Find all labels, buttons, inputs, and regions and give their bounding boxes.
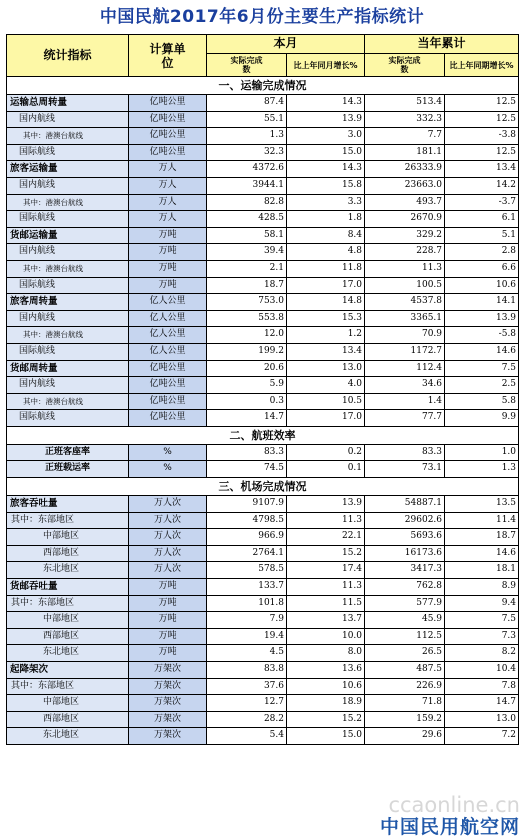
month-actual-cell: 966.9: [207, 529, 287, 546]
month-actual-cell: 20.6: [207, 360, 287, 377]
ytd-actual-cell: 100.5: [365, 277, 445, 294]
row-label: 其中：港澳台航线: [7, 327, 129, 344]
row-unit: 万人: [129, 194, 207, 211]
month-actual-cell: 4372.6: [207, 161, 287, 178]
section-title: 一、运输完成情况: [7, 77, 519, 95]
section-header: [7, 426, 519, 444]
ytd-actual-cell: 112.5: [365, 628, 445, 645]
table-row: [7, 377, 519, 394]
month-yoy-cell: 15.0: [287, 144, 365, 161]
ytd-yoy-cell: 14.6: [445, 545, 519, 562]
month-yoy-cell: 0.1: [287, 461, 365, 478]
month-yoy-cell: 14.3: [287, 95, 365, 112]
ytd-yoy-cell: 18.7: [445, 529, 519, 546]
table-row: [7, 529, 519, 546]
row-unit: 亿人公里: [129, 343, 207, 360]
ytd-actual-cell: 26333.9: [365, 161, 445, 178]
ytd-yoy-cell: 7.5: [445, 612, 519, 629]
watermark: [380, 794, 520, 838]
month-actual-cell: 32.3: [207, 144, 287, 161]
month-actual-cell: 578.5: [207, 562, 287, 579]
ytd-actual-cell: 23663.0: [365, 177, 445, 194]
row-label: 国际航线: [7, 410, 129, 427]
header-ytd: 当年累计: [365, 35, 519, 54]
row-label: 中部地区: [7, 695, 129, 712]
table-row: [7, 628, 519, 645]
month-yoy-cell: 10.6: [287, 678, 365, 695]
ytd-actual-cell: 29.6: [365, 728, 445, 745]
row-label: 其中：港澳台航线: [7, 128, 129, 145]
row-unit: 万人: [129, 211, 207, 228]
table-row: [7, 711, 519, 728]
table-row: [7, 327, 519, 344]
month-yoy-cell: 10.5: [287, 393, 365, 410]
ytd-actual-cell: 181.1: [365, 144, 445, 161]
ytd-yoy-cell: 14.1: [445, 294, 519, 311]
row-unit: 万吨: [129, 595, 207, 612]
ytd-actual-cell: 83.3: [365, 444, 445, 461]
table-row: [7, 260, 519, 277]
ytd-yoy-cell: 12.5: [445, 144, 519, 161]
table-row: [7, 393, 519, 410]
row-unit: 万吨: [129, 628, 207, 645]
ytd-yoy-cell: 2.5: [445, 377, 519, 394]
section-title: 三、机场完成情况: [7, 478, 519, 496]
row-unit: 万吨: [129, 612, 207, 629]
row-unit: %: [129, 444, 207, 461]
row-unit: 万吨: [129, 244, 207, 261]
month-yoy-cell: 15.3: [287, 310, 365, 327]
month-actual-cell: 199.2: [207, 343, 287, 360]
ytd-actual-cell: 5693.6: [365, 529, 445, 546]
month-actual-cell: 83.8: [207, 662, 287, 679]
month-yoy-cell: 8.4: [287, 227, 365, 244]
ytd-actual-cell: 159.2: [365, 711, 445, 728]
row-unit: 亿吨公里: [129, 95, 207, 112]
ytd-actual-cell: 513.4: [365, 95, 445, 112]
row-unit: 亿吨公里: [129, 360, 207, 377]
month-yoy-cell: 13.6: [287, 662, 365, 679]
month-actual-cell: 101.8: [207, 595, 287, 612]
ytd-yoy-cell: 7.2: [445, 728, 519, 745]
month-yoy-cell: 15.0: [287, 728, 365, 745]
ytd-yoy-cell: 7.8: [445, 678, 519, 695]
month-actual-cell: 133.7: [207, 579, 287, 596]
month-actual-cell: 5.9: [207, 377, 287, 394]
table-row: [7, 177, 519, 194]
section-header: [7, 478, 519, 496]
month-actual-cell: 55.1: [207, 111, 287, 128]
table-body: [7, 77, 519, 745]
row-unit: 万吨: [129, 645, 207, 662]
ytd-actual-cell: 226.9: [365, 678, 445, 695]
row-unit: 万人: [129, 177, 207, 194]
row-label: 货邮周转量: [7, 360, 129, 377]
row-label: 国际航线: [7, 211, 129, 228]
watermark-domain: ccaonline.cn: [388, 793, 520, 817]
row-label: 西部地区: [7, 628, 129, 645]
ytd-yoy-cell: 5.1: [445, 227, 519, 244]
ytd-actual-cell: 762.8: [365, 579, 445, 596]
table-row: [7, 294, 519, 311]
row-label: 国际航线: [7, 144, 129, 161]
month-yoy-cell: 11.3: [287, 512, 365, 529]
ytd-yoy-cell: 9.9: [445, 410, 519, 427]
ytd-actual-cell: 7.7: [365, 128, 445, 145]
row-label: 其中：东部地区: [7, 512, 129, 529]
ytd-actual-cell: 1172.7: [365, 343, 445, 360]
table-row: [7, 562, 519, 579]
table-row: [7, 579, 519, 596]
ytd-yoy-cell: 1.3: [445, 461, 519, 478]
month-yoy-cell: 1.2: [287, 327, 365, 344]
ytd-yoy-cell: 7.3: [445, 628, 519, 645]
table-row: [7, 678, 519, 695]
month-yoy-cell: 15.8: [287, 177, 365, 194]
month-yoy-cell: 17.4: [287, 562, 365, 579]
month-actual-cell: 83.3: [207, 444, 287, 461]
table-row: [7, 662, 519, 679]
statistics-table: [6, 34, 519, 745]
ytd-actual-cell: 332.3: [365, 111, 445, 128]
ytd-yoy-cell: -3.8: [445, 128, 519, 145]
month-actual-cell: 74.5: [207, 461, 287, 478]
ytd-yoy-cell: -5.8: [445, 327, 519, 344]
row-label: 正班客座率: [7, 444, 129, 461]
month-yoy-cell: 18.9: [287, 695, 365, 712]
ytd-actual-cell: 3417.3: [365, 562, 445, 579]
row-label: 国内航线: [7, 377, 129, 394]
row-unit: %: [129, 461, 207, 478]
row-unit: 万吨: [129, 579, 207, 596]
row-unit: 亿吨公里: [129, 410, 207, 427]
month-actual-cell: 87.4: [207, 95, 287, 112]
month-actual-cell: 12.7: [207, 695, 287, 712]
ytd-yoy-cell: 6.6: [445, 260, 519, 277]
table-row: [7, 645, 519, 662]
row-unit: 万人次: [129, 512, 207, 529]
table-row: [7, 161, 519, 178]
row-label: 旅客运输量: [7, 161, 129, 178]
section-header: [7, 77, 519, 95]
ytd-actual-cell: 329.2: [365, 227, 445, 244]
month-yoy-cell: 13.4: [287, 343, 365, 360]
month-actual-cell: 2764.1: [207, 545, 287, 562]
ytd-actual-cell: 228.7: [365, 244, 445, 261]
row-label: 旅客周转量: [7, 294, 129, 311]
month-actual-cell: 37.6: [207, 678, 287, 695]
month-actual-cell: 4.5: [207, 645, 287, 662]
row-unit: 万吨: [129, 260, 207, 277]
table-row: [7, 512, 519, 529]
row-label: 东北地区: [7, 645, 129, 662]
month-yoy-cell: 15.2: [287, 545, 365, 562]
row-label: 正班载运率: [7, 461, 129, 478]
row-unit: 万人次: [129, 545, 207, 562]
month-actual-cell: 1.3: [207, 128, 287, 145]
month-yoy-cell: 13.9: [287, 496, 365, 513]
ytd-actual-cell: 493.7: [365, 194, 445, 211]
row-unit: 万人次: [129, 496, 207, 513]
table-row: [7, 728, 519, 745]
ytd-yoy-cell: 7.5: [445, 360, 519, 377]
row-unit: 万人次: [129, 562, 207, 579]
ytd-actual-cell: 45.9: [365, 612, 445, 629]
header-indicator: 统计指标: [7, 35, 129, 77]
month-yoy-cell: 0.2: [287, 444, 365, 461]
ytd-yoy-cell: 14.2: [445, 177, 519, 194]
table-row: [7, 227, 519, 244]
row-unit: 万架次: [129, 728, 207, 745]
row-label: 国内航线: [7, 177, 129, 194]
month-yoy-cell: 3.0: [287, 128, 365, 145]
ytd-yoy-cell: 6.1: [445, 211, 519, 228]
month-yoy-cell: 22.1: [287, 529, 365, 546]
row-label: 国内航线: [7, 310, 129, 327]
table-row: [7, 111, 519, 128]
row-unit: 亿吨公里: [129, 377, 207, 394]
ytd-yoy-cell: 13.4: [445, 161, 519, 178]
ytd-actual-cell: 2670.9: [365, 211, 445, 228]
row-unit: 万架次: [129, 662, 207, 679]
row-unit: 万人次: [129, 529, 207, 546]
month-actual-cell: 39.4: [207, 244, 287, 261]
table-row: [7, 211, 519, 228]
row-unit: 亿人公里: [129, 327, 207, 344]
month-actual-cell: 82.8: [207, 194, 287, 211]
month-actual-cell: 12.0: [207, 327, 287, 344]
month-yoy-cell: 17.0: [287, 277, 365, 294]
table-row: [7, 410, 519, 427]
table-row: [7, 444, 519, 461]
section-title: 二、航班效率: [7, 426, 519, 444]
table-row: [7, 545, 519, 562]
ytd-yoy-cell: 18.1: [445, 562, 519, 579]
ytd-actual-cell: 16173.6: [365, 545, 445, 562]
month-yoy-cell: 15.2: [287, 711, 365, 728]
ytd-actual-cell: 1.4: [365, 393, 445, 410]
ytd-yoy-cell: 13.0: [445, 711, 519, 728]
ytd-actual-cell: 11.3: [365, 260, 445, 277]
month-actual-cell: 58.1: [207, 227, 287, 244]
header-month: 本月: [207, 35, 365, 54]
month-actual-cell: 3944.1: [207, 177, 287, 194]
row-label: 中部地区: [7, 529, 129, 546]
month-yoy-cell: 14.8: [287, 294, 365, 311]
table-row: [7, 360, 519, 377]
month-actual-cell: 4798.5: [207, 512, 287, 529]
ytd-actual-cell: 77.7: [365, 410, 445, 427]
page-title: 中国民航2017年6月份主要生产指标统计: [99, 7, 425, 27]
row-unit: 亿人公里: [129, 310, 207, 327]
month-actual-cell: 9107.9: [207, 496, 287, 513]
month-actual-cell: 0.3: [207, 393, 287, 410]
row-unit: 亿吨公里: [129, 393, 207, 410]
ytd-actual-cell: 3365.1: [365, 310, 445, 327]
row-label: 西部地区: [7, 545, 129, 562]
ytd-yoy-cell: 10.6: [445, 277, 519, 294]
month-actual-cell: 428.5: [207, 211, 287, 228]
month-yoy-cell: 13.9: [287, 111, 365, 128]
row-label: 旅客吞吐量: [7, 496, 129, 513]
table-row: [7, 496, 519, 513]
month-actual-cell: 19.4: [207, 628, 287, 645]
row-label: 运输总周转量: [7, 95, 129, 112]
table-row: [7, 95, 519, 112]
ytd-yoy-cell: 14.7: [445, 695, 519, 712]
ytd-actual-cell: 26.5: [365, 645, 445, 662]
month-yoy-cell: 11.3: [287, 579, 365, 596]
ytd-actual-cell: 487.5: [365, 662, 445, 679]
table-row: [7, 144, 519, 161]
ytd-actual-cell: 112.4: [365, 360, 445, 377]
header-ytd-yoy: 比上年同期增长%: [445, 54, 519, 77]
month-yoy-cell: 17.0: [287, 410, 365, 427]
table-row: [7, 194, 519, 211]
header-ytd-actual: 实际完成数: [365, 54, 445, 77]
table-row: [7, 695, 519, 712]
row-unit: 万吨: [129, 227, 207, 244]
row-unit: 万吨: [129, 277, 207, 294]
row-unit: 万架次: [129, 711, 207, 728]
row-label: 其中：港澳台航线: [7, 393, 129, 410]
ytd-actual-cell: 73.1: [365, 461, 445, 478]
ytd-actual-cell: 71.8: [365, 695, 445, 712]
month-actual-cell: 553.8: [207, 310, 287, 327]
ytd-yoy-cell: 5.8: [445, 393, 519, 410]
row-label: 其中：东部地区: [7, 678, 129, 695]
ytd-yoy-cell: 13.5: [445, 496, 519, 513]
row-label: 其中：港澳台航线: [7, 194, 129, 211]
ytd-actual-cell: 4537.8: [365, 294, 445, 311]
row-unit: 亿吨公里: [129, 128, 207, 145]
row-label: 其中：东部地区: [7, 595, 129, 612]
row-unit: 万人: [129, 161, 207, 178]
table-row: [7, 595, 519, 612]
row-label: 中部地区: [7, 612, 129, 629]
table-row: [7, 461, 519, 478]
header-unit: 计算单位: [129, 35, 207, 77]
row-label: 国内航线: [7, 111, 129, 128]
ytd-yoy-cell: 1.0: [445, 444, 519, 461]
month-actual-cell: 5.4: [207, 728, 287, 745]
month-yoy-cell: 4.0: [287, 377, 365, 394]
ytd-yoy-cell: 11.4: [445, 512, 519, 529]
ytd-yoy-cell: 9.4: [445, 595, 519, 612]
ytd-actual-cell: 577.9: [365, 595, 445, 612]
header-month-actual: 实际完成数: [207, 54, 287, 77]
row-label: 西部地区: [7, 711, 129, 728]
ytd-actual-cell: 70.9: [365, 327, 445, 344]
ytd-actual-cell: 34.6: [365, 377, 445, 394]
month-yoy-cell: 14.3: [287, 161, 365, 178]
row-unit: 亿吨公里: [129, 111, 207, 128]
month-actual-cell: 18.7: [207, 277, 287, 294]
row-unit: 亿人公里: [129, 294, 207, 311]
row-label: 东北地区: [7, 562, 129, 579]
table-row: [7, 277, 519, 294]
row-unit: 万架次: [129, 695, 207, 712]
month-actual-cell: 14.7: [207, 410, 287, 427]
month-actual-cell: 7.9: [207, 612, 287, 629]
ytd-yoy-cell: 14.6: [445, 343, 519, 360]
ytd-yoy-cell: 10.4: [445, 662, 519, 679]
row-label: 国际航线: [7, 343, 129, 360]
month-yoy-cell: 3.3: [287, 194, 365, 211]
ytd-actual-cell: 29602.6: [365, 512, 445, 529]
row-unit: 亿吨公里: [129, 144, 207, 161]
ytd-yoy-cell: 13.9: [445, 310, 519, 327]
table-row: [7, 310, 519, 327]
row-label: 起降架次: [7, 662, 129, 679]
month-yoy-cell: 13.7: [287, 612, 365, 629]
row-label: 货邮吞吐量: [7, 579, 129, 596]
month-yoy-cell: 4.8: [287, 244, 365, 261]
table-row: [7, 612, 519, 629]
row-label: 东北地区: [7, 728, 129, 745]
ytd-yoy-cell: 12.5: [445, 111, 519, 128]
table-row: [7, 244, 519, 261]
table-row: [7, 128, 519, 145]
month-yoy-cell: 13.0: [287, 360, 365, 377]
table-header: [7, 35, 519, 77]
ytd-yoy-cell: 12.5: [445, 95, 519, 112]
row-label: 其中：港澳台航线: [7, 260, 129, 277]
month-actual-cell: 28.2: [207, 711, 287, 728]
month-yoy-cell: 8.0: [287, 645, 365, 662]
month-yoy-cell: 10.0: [287, 628, 365, 645]
ytd-yoy-cell: 8.2: [445, 645, 519, 662]
month-yoy-cell: 1.8: [287, 211, 365, 228]
row-label: 国内航线: [7, 244, 129, 261]
row-unit: 万架次: [129, 678, 207, 695]
month-yoy-cell: 11.8: [287, 260, 365, 277]
ytd-yoy-cell: 8.9: [445, 579, 519, 596]
ytd-yoy-cell: 2.8: [445, 244, 519, 261]
month-yoy-cell: 11.5: [287, 595, 365, 612]
month-actual-cell: 2.1: [207, 260, 287, 277]
ytd-yoy-cell: -3.7: [445, 194, 519, 211]
row-label: 国际航线: [7, 277, 129, 294]
ytd-actual-cell: 54887.1: [365, 496, 445, 513]
month-actual-cell: 753.0: [207, 294, 287, 311]
watermark-name: 中国民用航空网: [379, 816, 520, 838]
row-label: 货邮运输量: [7, 227, 129, 244]
table-row: [7, 343, 519, 360]
header-month-yoy: 比上年同月增长%: [287, 54, 365, 77]
